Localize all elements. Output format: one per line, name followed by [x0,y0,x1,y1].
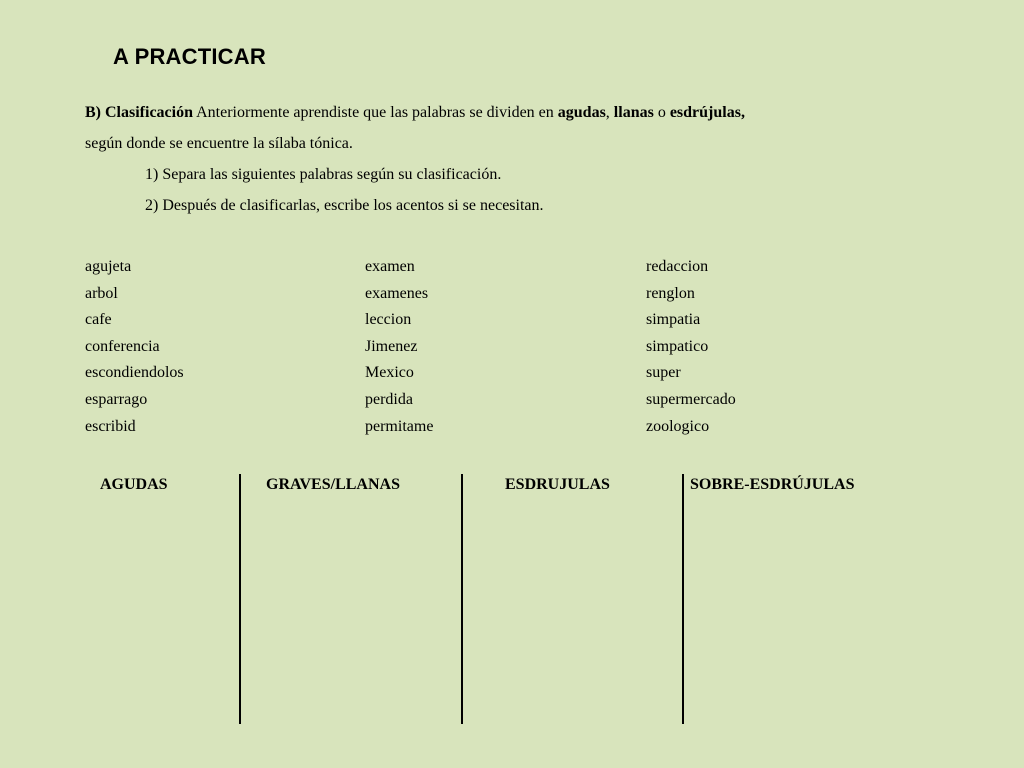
word-item: renglon [646,284,695,302]
word-item: Jimenez [365,337,418,355]
word-list-column-1 [85,257,184,443]
word-item: cafe [85,311,112,329]
instruction-line-1 [85,104,745,122]
word-item: permitame [365,417,434,435]
term-llanas: llanas [613,104,654,121]
term-esdrujulas: esdrújulas, [669,104,745,121]
header-sobre-esdrujulas: SOBRE-ESDRÚJULAS [690,476,855,493]
instruction-text: Anteriormente aprendiste que las palabras se dividen en [193,104,558,121]
word-item: leccion [365,311,412,329]
word-item: arbol [85,284,118,302]
word-item: escondiendolos [85,364,184,382]
word-item: simpatico [646,337,709,355]
word-list-column-3 [646,257,736,443]
page-title: A PRACTICAR [113,44,266,69]
word-item: examenes [365,284,429,302]
word-item: simpatia [646,311,701,329]
word-list-column-2 [365,257,433,443]
column-divider [461,474,463,724]
word-item: super [646,364,681,382]
column-divider [682,474,684,724]
word-item: esparrago [85,390,148,408]
separator-o: o [653,104,670,121]
word-item: redaccion [646,258,709,275]
word-item: examen [365,258,415,275]
header-agudas: AGUDAS [100,476,168,493]
word-item: conferencia [85,337,160,355]
word-item: perdida [365,390,413,408]
separator-comma: , [605,104,614,121]
word-item: Mexico [365,364,414,382]
header-esdrujulas: ESDRUJULAS [505,476,610,493]
header-graves-llanas: GRAVES/LLANAS [266,476,400,493]
instruction-step-1: 1) Separa las siguientes palabras según su clasificación. [145,166,502,183]
section-label: B) Clasificación [85,104,193,121]
word-item: escribid [85,417,136,435]
word-item: agujeta [85,258,132,275]
term-agudas: agudas [557,104,606,121]
word-item: supermercado [646,390,736,408]
instruction-line-2: según donde se encuentre la sílaba tónica. [85,135,353,152]
column-divider [239,474,241,724]
instruction-step-2: 2) Después de clasificarlas, escribe los acentos si se necesitan. [145,197,544,214]
word-item: zoologico [646,417,710,435]
